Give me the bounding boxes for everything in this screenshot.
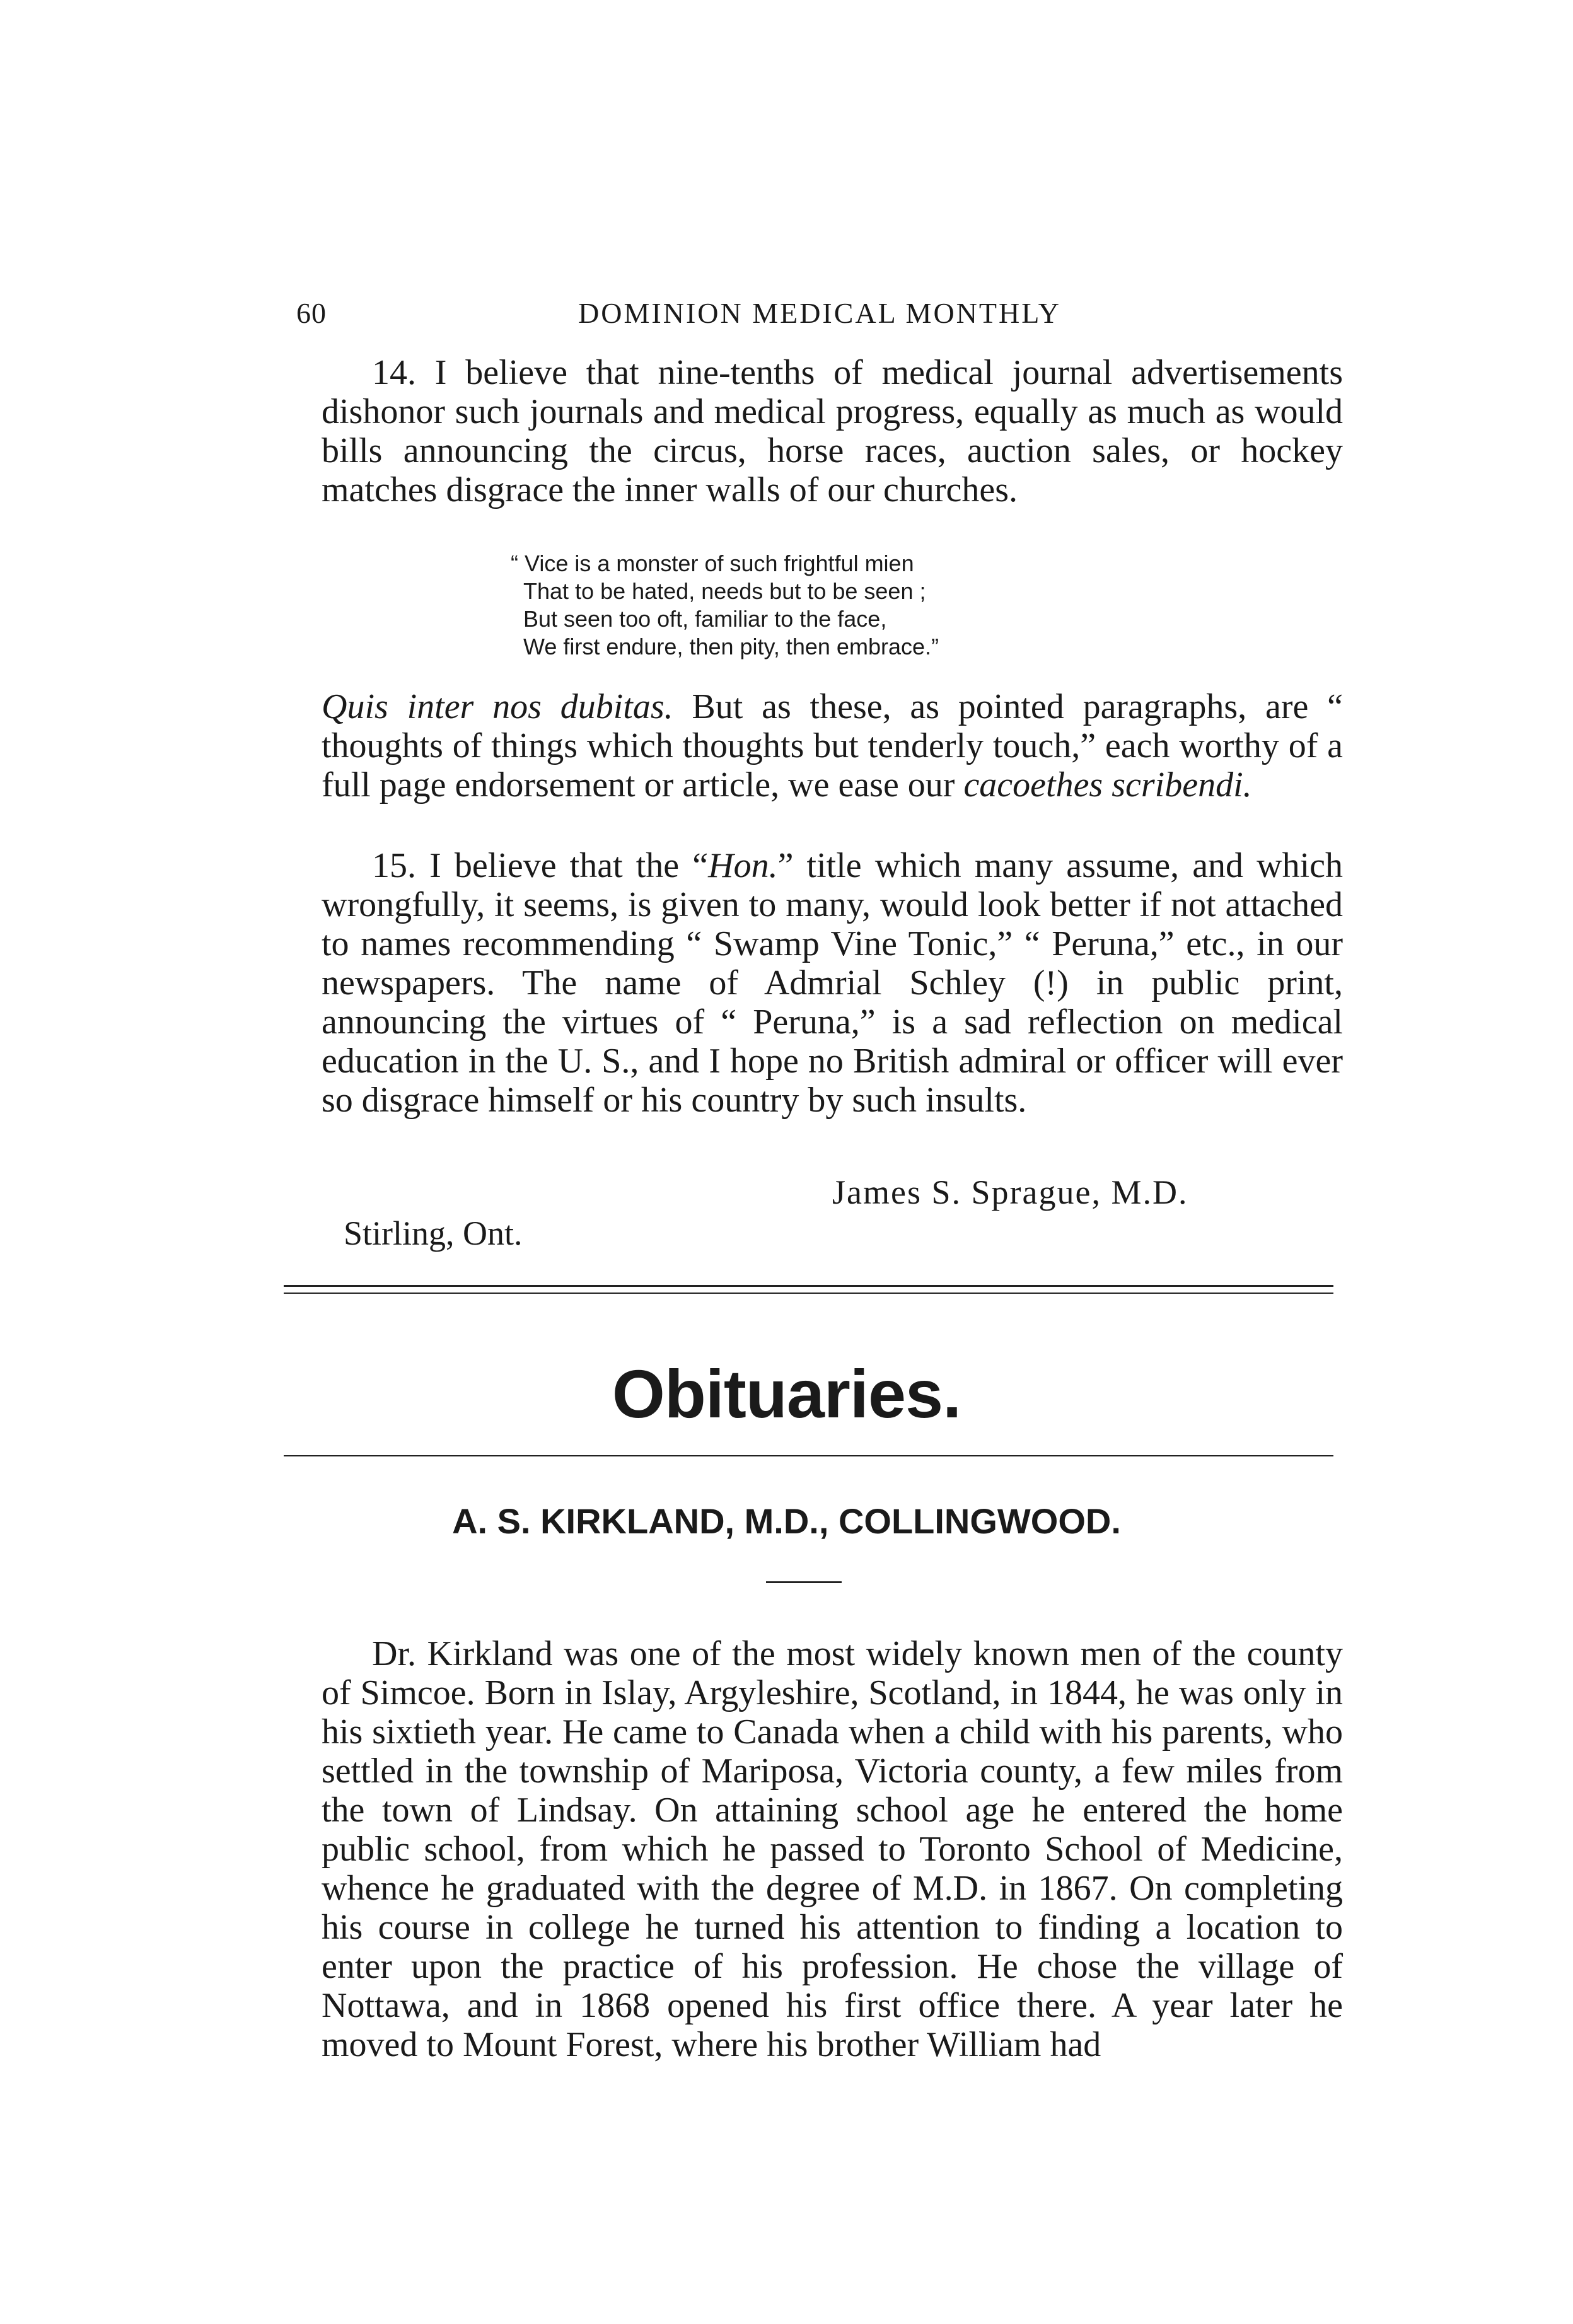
paragraph-text: ” title which many assume, and which wrongfully, it seems, is given to many, would look better if not attached to names recommending “ Swamp Vine Tonic,” “ Peruna,” etc., in our newspapers. The name of Admrial Schley (!) in public print, announcing the virtues of “ Peruna,” is a sad reflection on medical education in the U. S., and I hope no British admiral or officer will ever so disgrace himself or his country by such insults.	[322, 846, 1344, 1120]
author-signature: James S. Sprague, M.D.	[832, 1173, 1188, 1211]
author-location: Stirling, Ont.	[344, 1214, 523, 1252]
obituary-heading: A. S. KIRKLAND, M.D., COLLINGWOOD.	[452, 1501, 1121, 1541]
section-title: Obituaries.	[612, 1356, 961, 1432]
section-divider	[284, 1293, 1333, 1294]
paragraph-text: 15. I believe that the “	[372, 846, 709, 885]
verse-quote	[504, 550, 1198, 661]
page-number: 60	[296, 297, 327, 329]
running-head: DOMINION MEDICAL MONTHLY	[578, 297, 1061, 329]
latin-phrase: Quis inter nos dubitas.	[322, 687, 673, 726]
latin-phrase: cacoethes scribendi.	[963, 765, 1252, 805]
verse-line: That to be hated, needs but to be seen ;	[523, 578, 926, 604]
paragraph-text: But as these, as pointed paragraphs, are “ thoughts of things which thoughts but tenderly touch,” each worthy of a full page endorsement or article, we ease our	[322, 687, 1343, 805]
page-header	[296, 296, 1343, 334]
verse-line: But seen too oft, familiar to the face,	[523, 606, 887, 632]
verse-line: We first endure, then pity, then embrace.”	[523, 634, 939, 659]
paragraph-quis	[322, 687, 1343, 805]
verse-line: “ Vice is a monster of such frightful mien	[511, 550, 914, 576]
hon-title: Hon.	[708, 846, 778, 885]
paragraph-15	[322, 846, 1343, 1120]
obituary-body: Dr. Kirkland was one of the most widely known men of the county of Simcoe. Born in Islay, Argyleshire, Scotland, in 1844, he was only in his sixtieth year. He came to Canada when a child with his parents, who settled in the township of Mariposa, Victoria county, a few miles from the town of Lindsay. On attaining school age he entered the home public school, from which he passed to Toronto School of Medicine, whence he graduated with the degree of M.D. in 1867. On completing his course in college he turned his attention to finding a location to enter upon the practice of his profession. He chose the village of Nottawa, and in 1868 opened his first office there. A year later he moved to Mount Forest, where his brother William had	[322, 1634, 1343, 2064]
short-rule	[766, 1581, 842, 1583]
paragraph-14: 14. I believe that nine-tenths of medical journal advertisements dishonor such journals and medical progress, equally as much as would bills announcing the circus, horse races, auction sales, or hockey matches disgrace the inner walls of our churches.	[322, 353, 1343, 509]
title-rule	[284, 1455, 1333, 1456]
section-divider	[284, 1285, 1333, 1287]
